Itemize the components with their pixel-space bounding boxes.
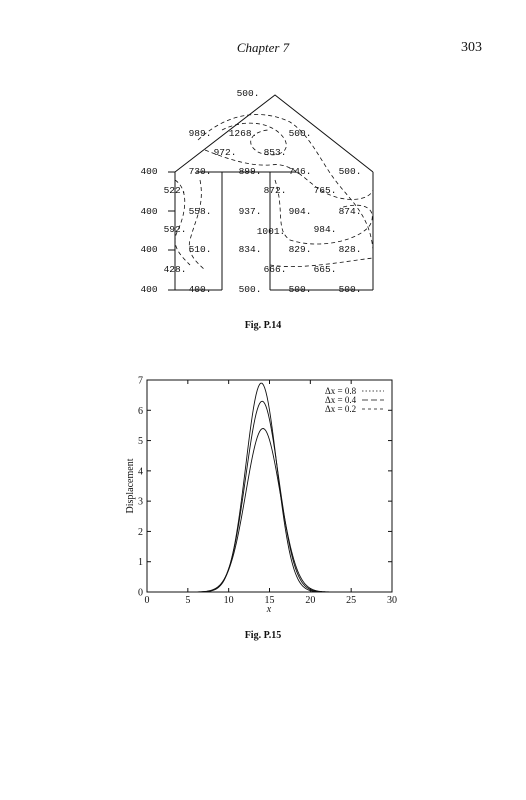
mesh-value-label: 853. [263,147,287,158]
x-tick-label: 0 [144,595,150,606]
mesh-value-labels [140,88,361,295]
figure-p15-caption: Fig. P.15 [244,630,282,641]
legend-entry: Δx = 0.2 [325,404,357,414]
mesh-value-label: 834. [238,244,262,255]
mesh-value-label: 500. [238,284,262,295]
mesh-value-label: 904. [288,206,312,217]
page-number: 303 [461,40,482,55]
mesh-value-label: 828. [338,244,362,255]
y-axis-label: Displacement [125,458,136,514]
figure-p15-chart [0,370,526,620]
mesh-value-label: 500. [338,284,362,295]
chapter-heading: Chapter 7 [236,40,290,55]
mesh-value-label: 510. [188,244,212,255]
mesh-value-label: 829. [288,244,312,255]
mesh-value-label: 765. [313,185,337,196]
mesh-value-label: 666. [263,264,287,275]
mesh-value-label: 1001. [256,226,286,237]
y-tick-label: 7 [138,375,143,387]
x-tick-label: 25 [346,595,357,606]
y-tick-label: 2 [138,526,143,538]
mesh-value-label: 665. [313,264,337,275]
x-tick-label: 5 [185,595,191,606]
mesh-value-label: 730. [188,166,212,177]
mesh-value-label: 592. [163,224,187,235]
series-line [147,429,392,593]
mesh-value-label: 500. [288,128,312,139]
mesh-value-label: 400 [140,206,158,217]
y-tick-label: 6 [138,405,143,417]
figure-p14 [0,80,526,310]
y-tick-label: 0 [138,587,143,599]
legend-entry: Δx = 0.8 [325,386,357,396]
mesh-value-label: 899. [238,166,262,177]
mesh-value-label: 984. [313,224,337,235]
mesh-value-label: 989. [188,128,212,139]
mesh-value-label: 872. [263,185,287,196]
mesh-value-label: 1268. [228,128,258,139]
x-tick-label: 15 [264,595,275,606]
mesh-value-label: 500. [338,166,362,177]
x-tick-label: 20 [305,595,316,606]
mesh-value-label: 400 [140,166,158,177]
y-tick-label: 1 [138,557,143,569]
legend-entry: Δx = 0.4 [325,395,357,405]
x-axis-label: x [266,604,272,615]
y-tick-label: 5 [138,436,143,448]
mesh-value-label: 500. [236,88,260,99]
mesh-value-label: 937. [238,206,262,217]
series-line [147,383,392,592]
x-tick-label: 30 [387,595,397,606]
y-tick-label: 3 [138,496,143,508]
x-axis-ticks [145,380,398,606]
series-line [147,401,392,592]
figure-p14-caption: Fig. P.14 [244,320,282,331]
mesh-value-label: 500. [288,284,312,295]
x-tick-label: 10 [223,595,234,606]
mesh-value-label: 972. [213,147,237,158]
legend [325,386,384,414]
mesh-value-label: 400. [188,284,212,295]
mesh-value-label: 746. [288,166,312,177]
y-tick-label: 4 [138,466,143,478]
mesh-value-label: 522. [163,185,187,196]
mesh-value-label: 874. [338,206,362,217]
mesh-value-label: 558. [188,206,212,217]
mesh-value-label: 428. [163,264,187,275]
series-lines [147,383,392,592]
mesh-value-label: 400 [140,284,158,295]
mesh-value-label: 400 [140,244,158,255]
